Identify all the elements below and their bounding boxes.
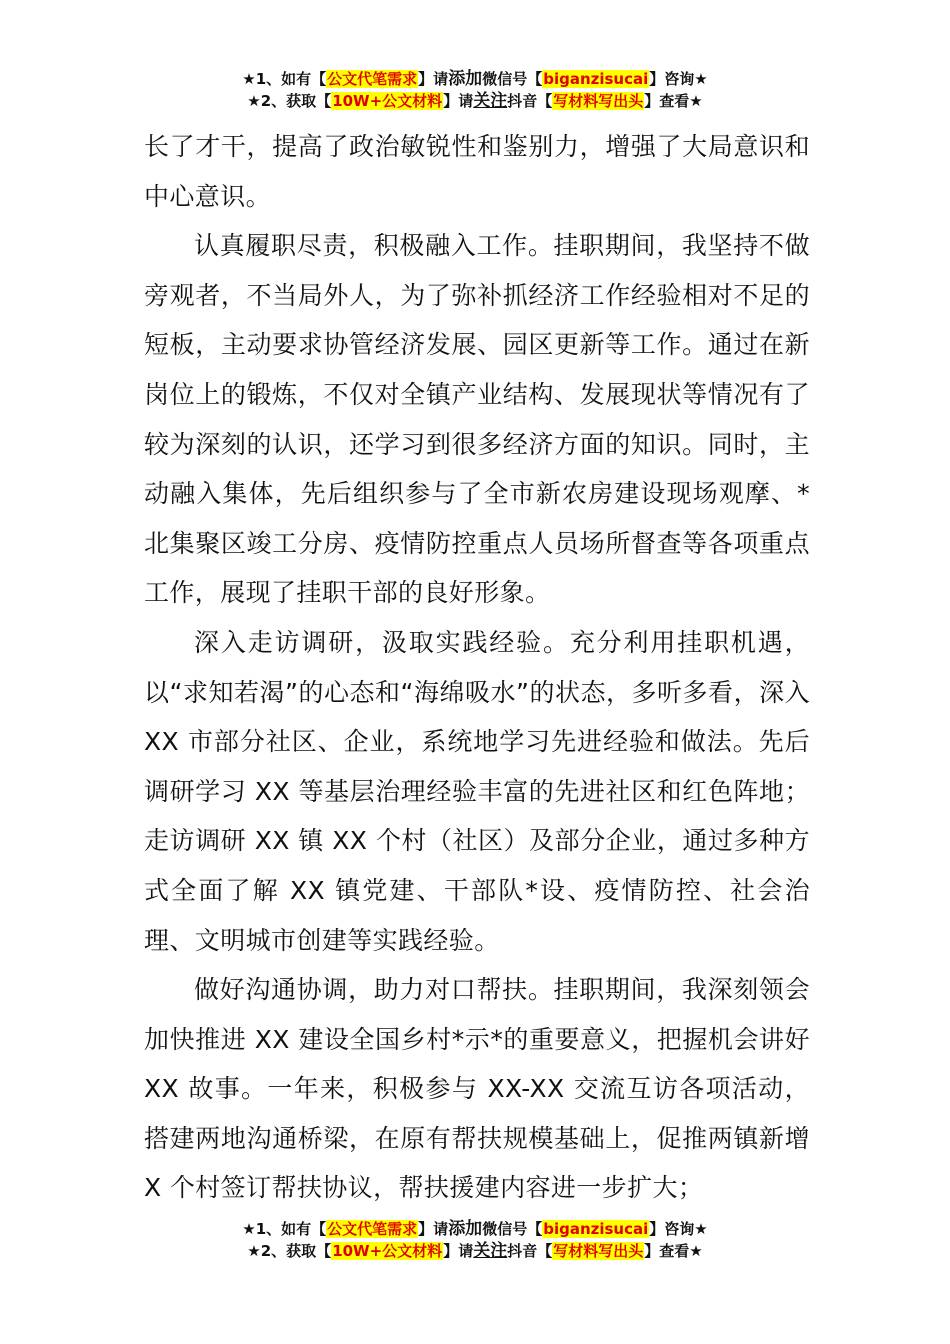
paragraph-continuation: 长了才干，提高了政治敏锐性和鉴别力，增强了大局意识和中心意识。 — [144, 132, 810, 211]
paragraph-research: 深入走访调研，汲取实践经验。充分利用挂职机遇，以“求知若渴”的心态和“海绵吸水”的状态，多听多看，深入 XX 市部分社区、企业，系统地学习先进经验和做法。先后调研学习 XX 等基层治理经验丰富的先进社区和红色阵地；走访调研 XX 镇 XX 个村（社区）及部分企业，通过多种方式全面了解 XX 镇党建、干部队*设、疫情防控、社会治理、文明城市创建等实践经验。 — [144, 627, 810, 955]
highlight-service: 公文代笔需求 — [327, 70, 418, 88]
banner-line-1: ★1、如有【公文代笔需求】请添加微信号【biganzisucai】咨询★ — [242, 1219, 708, 1239]
paragraph-duties: 认真履职尽责，积极融入工作。挂职期间，我坚持不做旁观者，不当局外人，为了弥补抓经济工作经验相对不足的短板，主动要求协管经济发展、园区更新等工作。通过在新岗位上的锻炼，不仅对全镇产业结构、发展现状等情况有了较为深刻的认识，还学习到很多经济方面的知识。同时，主动融入集体，先后组织参与了全市新农房建设现场观摩、*北集聚区竣工分房、疫情防控重点人员场所督查等各项重点工作，展现了挂职干部的良好形象。 — [144, 231, 810, 608]
paragraph-coordination: 做好沟通协调，助力对口帮扶。挂职期间，我深刻领会加快推进 XX 建设全国乡村*示*的重要意义，把握机会讲好 XX 故事。一年来，积极参与 XX-XX 交流互访各项活动，搭建两地沟通桥梁，在原有帮扶规模基础上，促推两镇新增 X 个村签订帮扶协议，帮扶援建内容进一步扩大； — [144, 975, 810, 1203]
highlight-douyin: 写材料写出头 — [553, 1242, 644, 1260]
banner-line-2: ★2、获取【10W+公文材料】请关注抖音【写材料写出头】查看★ — [247, 1241, 703, 1261]
highlight-wechat-id: biganzisucai — [543, 70, 649, 88]
highlight-service: 公文代笔需求 — [327, 1220, 418, 1238]
highlight-materials: 10W+公文材料 — [332, 1242, 443, 1260]
document-body — [144, 122, 810, 1213]
banner-line-2: ★2、获取【10W+公文材料】请关注抖音【写材料写出头】查看★ — [247, 91, 703, 111]
highlight-materials: 10W+公文材料 — [332, 92, 443, 110]
highlight-wechat-id: biganzisucai — [543, 1220, 649, 1238]
banner-line-1: ★1、如有【公文代笔需求】请添加微信号【biganzisucai】咨询★ — [242, 69, 708, 89]
header-banner — [0, 68, 950, 112]
footer-banner — [0, 1218, 950, 1262]
highlight-douyin: 写材料写出头 — [553, 92, 644, 110]
